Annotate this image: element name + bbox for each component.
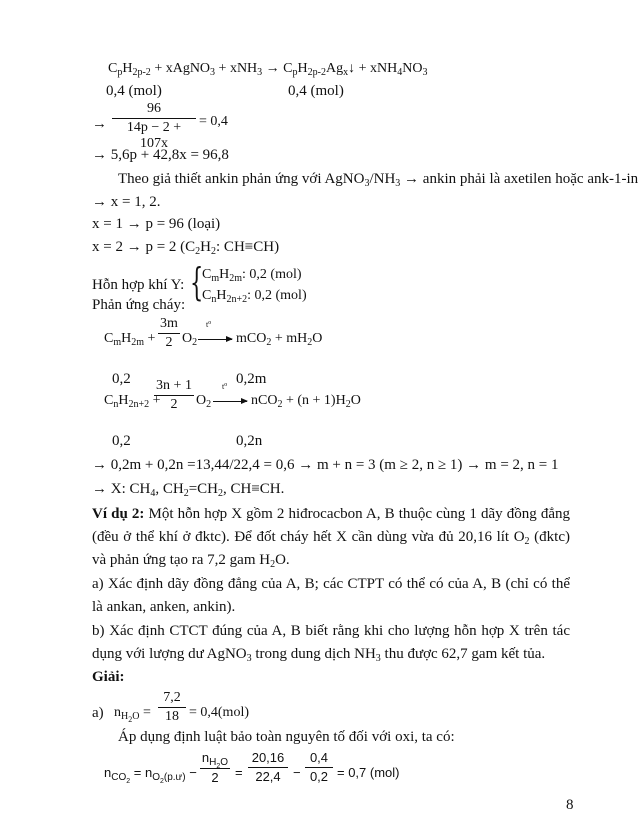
combustion-2-o2: $O_2$ [196,393,212,410]
combustion-2-mol-left: 0,2 [112,433,131,449]
combustion-2-rhs: $nCO_2 + (n + 1)H_2O$ [251,393,361,410]
fraction-bar [305,767,333,768]
combustion-1-rhs: $mCO_2 + mH_2O$ [236,331,323,348]
solution-a-lhs: $n_{H_2O}$ = [114,705,151,724]
fraction-numerator: 0,4 [309,750,329,765]
oxygen-fraction-2 [248,750,288,785]
oxygen-fraction-1 [200,750,230,786]
combustion-2-coefficient [154,378,194,413]
reaction-mol-right: 0,4 (mol) [288,83,344,99]
reaction-mol-left: 0,4 (mol) [106,83,162,99]
equals-sign: = [235,765,243,780]
temperature-condition: $t^o$ [222,382,228,391]
coefficient-denominator: 2 [165,335,173,350]
paragraph-theo-gia-thiet: Theo giả thiết ankin phản ứng với $AgNO_3/NH_3$ → ankin phải là axetilen hoặc ank-1-in [118,171,638,189]
combustion-1-mol-right: 0,2m [236,371,267,387]
mixture-y-item-2: $C_nH_{2n+2}$: 0,2 (mol) [202,288,307,305]
line-x2: x = 2 → p = 2 ($C_2H_2$: CH≡CH) [92,239,280,257]
combustion-1-mol-left: 0,2 [112,371,131,387]
combustion-2-mol-right: 0,2n [236,433,263,449]
combustion-2-lhs: $C_nH_{2n+2}$ + [104,393,161,410]
fraction-bar [158,707,186,708]
oxygen-equation-lhs: $n_{CO_2} = n_{O_2(p.ư)}$ − [104,765,197,785]
part-b-question: b) Xác định CTCT đúng của A, B biết rằng khi cho lượng hỗn hợp X trên tác dụng với lượng dư AgNO$_3$ trong dung dịch $NH_3$ thu được 62,7 gam kết tủa. [92,623,570,664]
solution-a-fraction [158,690,186,725]
fraction-rhs: = 0,4 [199,114,228,129]
reaction-equation: $C_pH_{2p-2}$ + xAgNO$_3$ + $xNH_3 \to C_pH_{2p-2}Ag_x↓ + xNH_4NO_3$ [108,61,428,78]
fraction-denominator: 22,4 [255,769,281,784]
coefficient-denominator: 2 [170,397,178,412]
fraction-denominator: 18 [165,709,179,724]
sum-line: → 0,2m + 0,2n =13,44/22,4 = 0,6 → m + n = 3 (m ≥ 2, n ≥ 1) → m = 2, n = 1 [92,457,559,473]
example-2-paragraph: Ví dụ 2: Một hỗn hợp X gồm 2 hiđrocacbon A, B thuộc cùng 1 dãy đồng đẳng (đều ở thể khí ở đktc). Để đốt cháy hết X cần dùng vừa đủ 20,16 lít $O_2$ (đktc) và phản ứng tạo ra 7,2 gam $H_2O$. [92,506,570,570]
temperature-condition: $t^o$ [206,320,212,329]
combustion-1-coefficient [158,316,180,351]
oxygen-fraction-3 [305,750,333,785]
solution-a-label: a) [92,705,104,721]
mixture-y-label: Hỗn hợp khí Y: [92,277,185,293]
fraction-numerator: 20,16 [251,750,285,765]
conservation-paragraph: Áp dụng định luật bảo toàn nguyên tố đối với oxi, ta có: [118,729,455,745]
reaction-arrow-icon [213,401,247,402]
fraction-bar [112,118,196,119]
coefficient-numerator: 3m [160,316,178,331]
fraction-denominator: 2 [211,770,219,785]
mixture-y-item-1: $C_mH_{2m}$: 0,2 (mol) [202,267,302,284]
example-2-title: Ví dụ 2: [92,506,145,522]
page-number: 8 [566,797,574,813]
fraction-numerator: 7,2 [163,690,181,705]
fraction-96 [112,101,196,152]
fraction-bar [158,333,180,334]
coefficient-numerator: 3n + 1 [156,378,192,393]
part-a-question: a) Xác định dãy đồng đẳng của A, B; các CTPT có thể có của A, B (chỉ có thể là ankan, anken, ankin). [92,576,570,615]
brace-icon: { [190,260,204,304]
solution-a-rhs: = 0,4(mol) [189,705,249,720]
fraction-denominator: 14p − 2 + 107x [126,120,182,151]
implies-arrow: → [92,116,107,132]
fraction-bar [154,395,194,396]
result-line: → X: $CH_4$, $CH_2=CH_2$, CH≡CH. [92,481,285,499]
line-x1: x = 1 → p = 96 (loại) [92,216,221,232]
fraction-bar [200,768,230,769]
fraction-numerator: 96 [147,101,161,116]
oxygen-equation-rhs: = 0,7 (mol) [337,765,400,780]
line-x-values: → x = 1, 2. [92,194,161,210]
combustion-label: Phản ứng cháy: [92,297,186,313]
minus-sign: − [293,765,301,780]
reaction-arrow-icon [198,339,232,340]
combustion-1-lhs: $C_mH_{2m}$ + [104,331,156,348]
fraction-bar [248,767,288,768]
combustion-1-o2: $O_2$ [182,331,198,348]
solution-heading [92,668,125,686]
solution-heading-text: Giải: [92,669,125,685]
equation-line: → 5,6p + 42,8x = 96,8 [92,147,229,163]
fraction-denominator: 0,2 [309,769,329,784]
fraction-numerator: $n_{H_2O}$ [201,750,229,770]
